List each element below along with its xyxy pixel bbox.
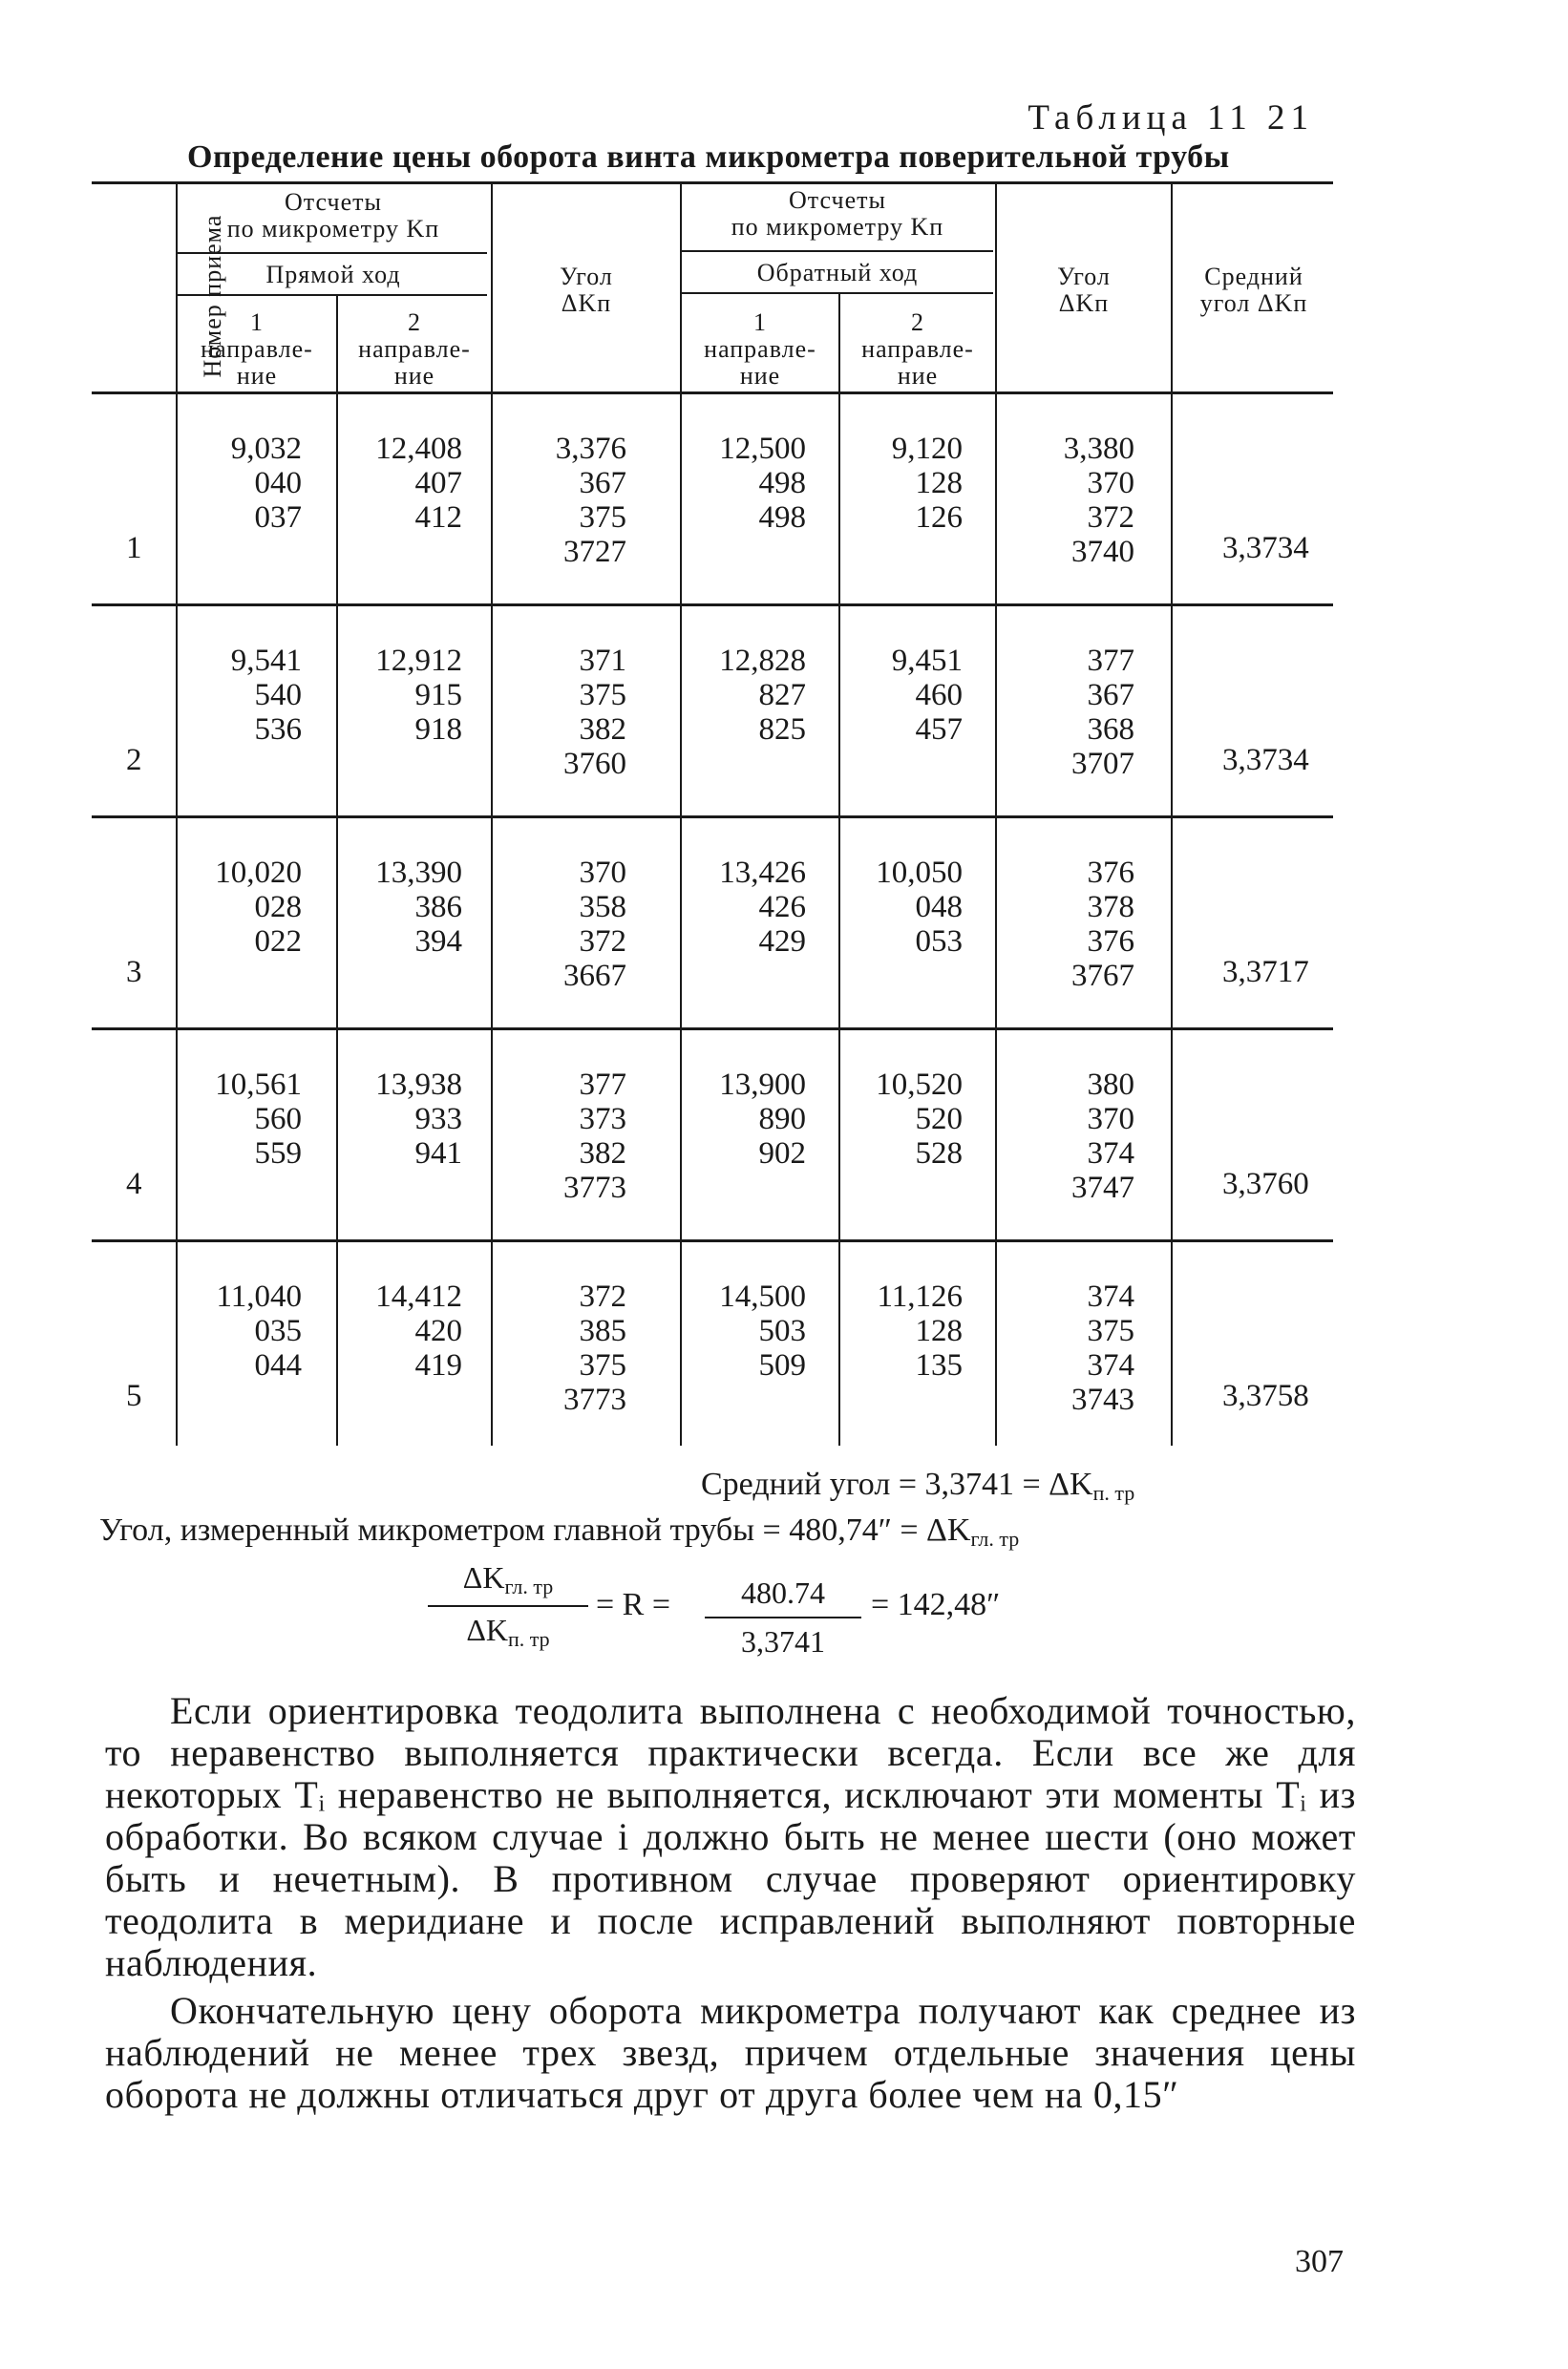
angle-right-cell: 377 367 368 3707	[1071, 644, 1134, 781]
forward-dir2-cell: 12,408 407 412	[375, 432, 462, 535]
angle-left-cell: 377 373 382 3773	[563, 1068, 626, 1205]
angle-left-cell: 370 358 372 3667	[563, 856, 626, 993]
body-text	[105, 1690, 1356, 2116]
header-dir1-left: 1 направле- ние	[201, 308, 313, 390]
col-rule-2	[336, 294, 338, 1446]
col-rule-3	[491, 183, 493, 1446]
paragraph: Окончательную цену оборота микрометра получают как среднее из наблюдений не менее трех звезд, причем отдельные значения цены оборота не должны отличаться друг от друга более чем на 0,15″	[105, 1989, 1356, 2116]
reverse-dir2-cell: 9,120 128 126	[891, 432, 963, 535]
angle-right-cell: 376 378 376 3767	[1071, 856, 1134, 993]
angle-right-cell: 374 375 374 3743	[1071, 1280, 1134, 1417]
forward-dir2-cell: 12,912 915 918	[375, 644, 462, 747]
group-divider-4	[92, 1239, 1333, 1242]
mean-angle-cell: 3,3758	[1222, 1379, 1309, 1413]
forward-dir1-cell: 11,040 035 044	[216, 1280, 302, 1383]
angle-left-cell: 372 385 375 3773	[563, 1280, 626, 1417]
forward-dir1-cell: 10,561 560 559	[215, 1068, 302, 1171]
header-forward: Прямой ход	[265, 261, 401, 288]
reverse-dir1-cell: 14,500 503 509	[719, 1280, 806, 1383]
result-value: = 142,48″	[871, 1587, 1001, 1622]
row-number: 4	[126, 1167, 142, 1201]
header-dir1-right: 1 направле- ние	[704, 308, 816, 390]
reverse-dir1-cell: 12,828 827 825	[719, 644, 806, 747]
table-label: Таблица 11 21	[1028, 98, 1314, 137]
reverse-dir2-cell: 10,050 048 053	[876, 856, 963, 959]
row-number: 2	[126, 743, 142, 777]
header-readings-right: Отсчеты по микрометру Kп	[731, 186, 944, 241]
header-right-dir-rule	[682, 292, 993, 294]
header-row-number: Номер приема	[199, 214, 226, 378]
mean-angle-formula: Средний угол = $3,3741 = \Delta K_{п. тр}$	[701, 1467, 1135, 1505]
header-angle-left: Угол ΔKп	[560, 263, 613, 317]
col-rule-6	[995, 183, 997, 1446]
reverse-dir2-cell: 10,520 520 528	[876, 1068, 963, 1171]
angle-left-cell: 371 375 382 3760	[563, 644, 626, 781]
table-title: Определение цены оборота винта микрометра поверительной трубы	[187, 139, 1230, 175]
angle-right-cell: 3,380 370 372 3740	[1063, 432, 1134, 569]
header-mean-angle: Средний угол ΔKп	[1199, 263, 1308, 317]
mean-angle-cell: 3,3734	[1222, 531, 1309, 565]
row-number: 1	[126, 531, 142, 565]
group-divider-2	[92, 815, 1333, 818]
forward-dir2-cell: 13,938 933 941	[375, 1068, 462, 1171]
col-rule-5	[838, 292, 840, 1446]
forward-dir2-cell: 14,412 420 419	[375, 1280, 462, 1383]
group-divider-1	[92, 603, 1333, 606]
header-readings-left: Отсчеты по микрометру Kп	[226, 188, 440, 243]
header-right-sub-rule	[682, 250, 993, 252]
paragraph: Если ориентировка теодолита выполнена с необходимой точностью, то неравенство выполняется практически всегда. Если все же для некоторых Tᵢ неравенство не выполняется, исключают эти моменты Tᵢ из обработки. Во всяком случае i должно быть не менее шести (оно может быть и нечетным). В противном случае проверяют ориентировку теодолита в меридиане и после исправлений выполняют повторные наблюдения.	[105, 1689, 1356, 1984]
header-dir2-right: 2 направле- ние	[861, 308, 974, 390]
forward-dir1-cell: 9,032 040 037	[230, 432, 302, 535]
reverse-dir1-cell: 12,500 498 498	[719, 432, 806, 535]
reverse-dir2-cell: 9,451 460 457	[891, 644, 963, 747]
reverse-dir2-cell: 11,126 128 135	[877, 1280, 963, 1383]
header-angle-right: Угол ΔKп	[1057, 263, 1111, 317]
angle-right-cell: 380 370 374 3747	[1071, 1068, 1134, 1205]
page-number: 307	[1295, 2244, 1344, 2279]
header-bottom-rule	[92, 391, 1333, 394]
angle-left-cell: 3,376 367 375 3727	[555, 432, 626, 569]
header-dir2-left: 2 направле- ние	[358, 308, 471, 390]
fraction-ratio: $\Delta K_{гл. тр}$ $\Delta K_{п. тр}$	[428, 1560, 588, 1652]
col-rule-7	[1171, 183, 1173, 1446]
reverse-dir1-cell: 13,426 426 429	[719, 856, 806, 959]
main-tube-formula: Угол, измеренный микрометром главной трубы = $480,74'' = \Delta K_{гл. тр}$	[99, 1512, 1020, 1551]
forward-dir1-cell: 9,541 540 536	[230, 644, 302, 747]
mean-angle-cell: 3,3734	[1222, 743, 1309, 777]
fraction-bar	[705, 1617, 861, 1618]
mean-angle-cell: 3,3717	[1222, 955, 1309, 989]
equals-r: = R =	[596, 1587, 671, 1622]
row-number: 3	[126, 955, 142, 989]
mean-angle-cell: 3,3760	[1222, 1167, 1309, 1201]
fraction-bar	[428, 1605, 588, 1607]
row-number: 5	[126, 1379, 142, 1413]
header-reverse: Обратный ход	[756, 259, 919, 286]
forward-dir1-cell: 10,020 028 022	[215, 856, 302, 959]
group-divider-3	[92, 1027, 1333, 1030]
forward-dir2-cell: 13,390 386 394	[375, 856, 462, 959]
table-top-rule	[92, 181, 1333, 184]
fraction-values: 480.74 3,3741	[705, 1576, 861, 1660]
reverse-dir1-cell: 13,900 890 902	[719, 1068, 806, 1171]
